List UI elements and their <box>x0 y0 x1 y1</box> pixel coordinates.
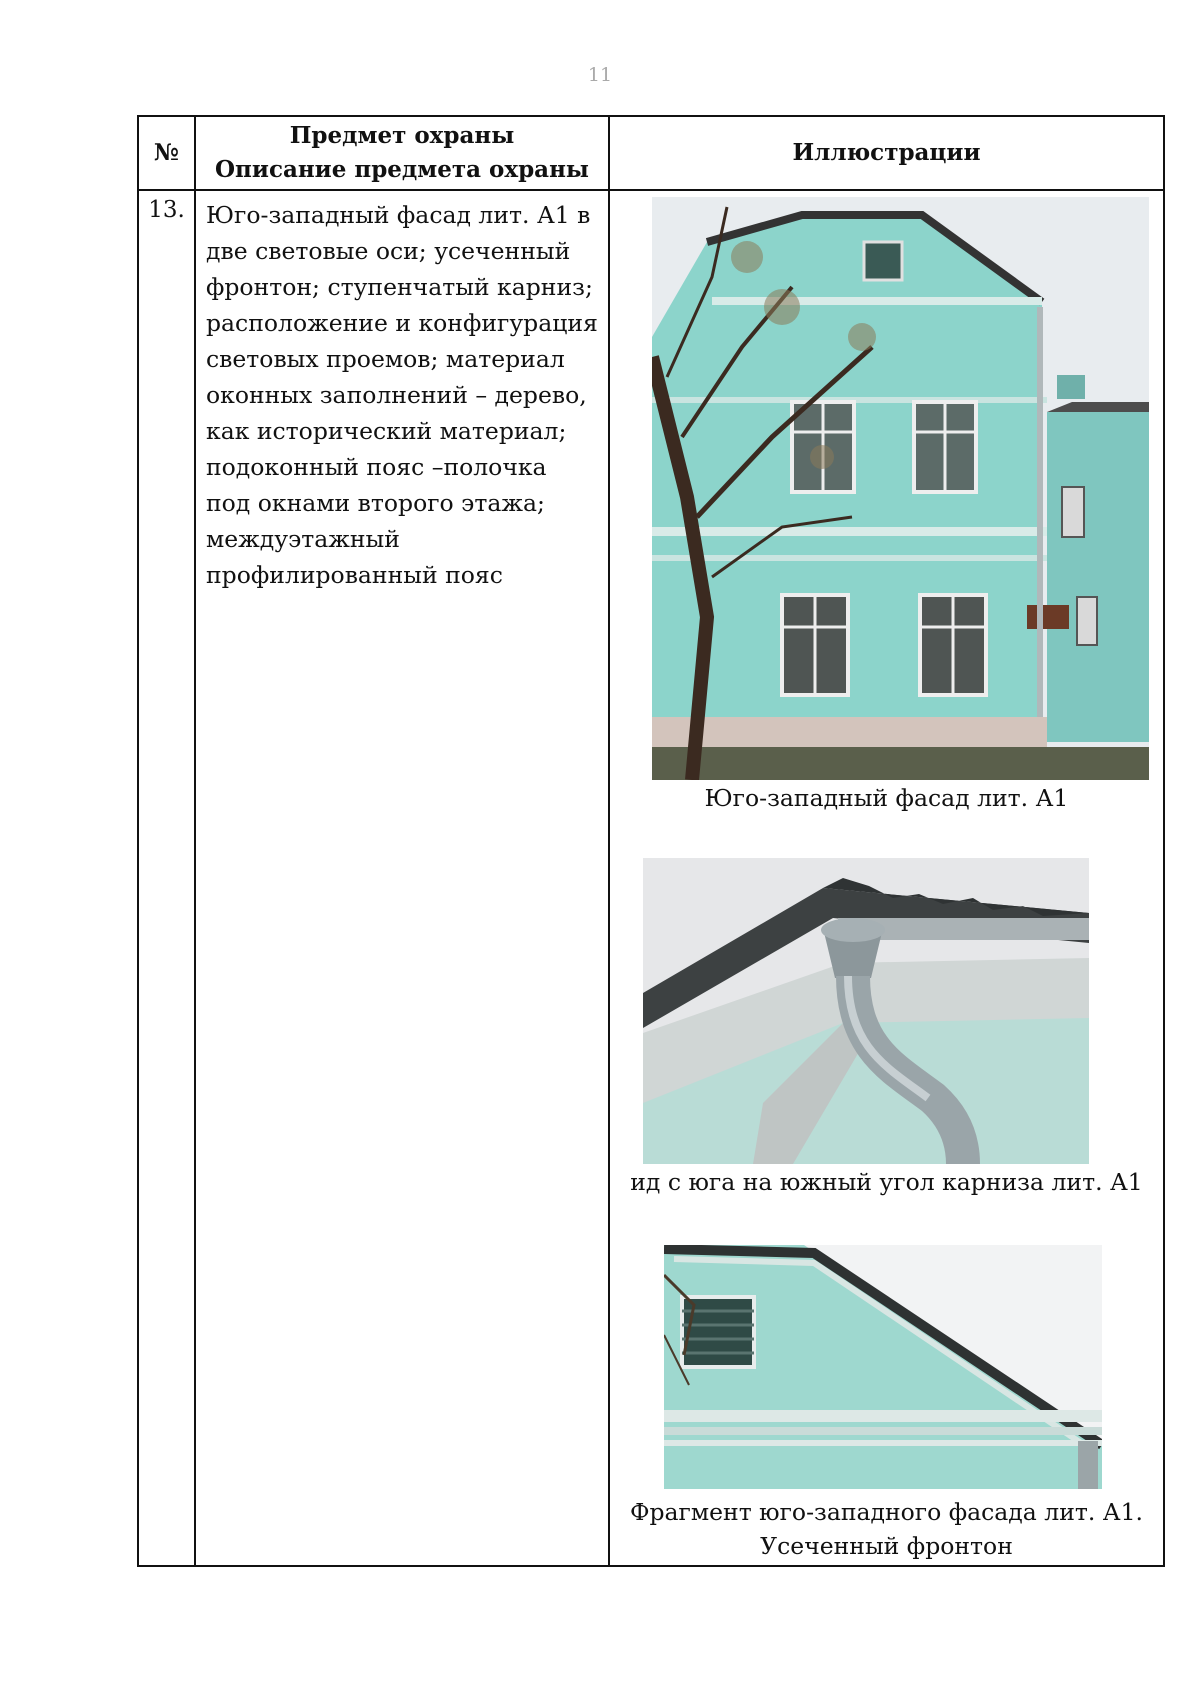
facade-photo <box>652 197 1149 780</box>
header-number: № <box>138 116 195 190</box>
cornice-corner-photo <box>643 858 1089 1164</box>
pediment-caption-line-1: Фрагмент юго-западного фасада лит. А1. <box>629 1498 1144 1526</box>
cornice-corner-photo-image <box>643 858 1089 1164</box>
pediment-fragment-photo-caption <box>610 1495 1163 1563</box>
row-description: Юго-западный фасад лит. А1 в две световые оси; усеченный фронтон; ступенчатый карниз; расположение и конфигурация световых проемов; материал оконных заполнений – дерево, как исторический материал; подоконный пояс –полочка под окнами второго этажа; междуэтажный профилированный пояс <box>195 190 609 1566</box>
row-illustrations <box>609 190 1164 1566</box>
facade-photo-image <box>652 197 1149 780</box>
header-subject <box>195 116 609 190</box>
row-number: 13. <box>138 190 195 1566</box>
facade-photo-caption: Юго-западный фасад лит. А1 <box>704 784 1069 812</box>
pediment-fragment-photo-image <box>664 1245 1102 1489</box>
page-number: 11 <box>587 64 613 86</box>
table-header-row <box>138 116 1164 190</box>
pediment-caption-line-2: Усеченный фронтон <box>760 1532 1013 1560</box>
header-subject-title: Предмет охраны <box>289 122 515 149</box>
header-illustrations: Иллюстрации <box>609 116 1164 190</box>
pediment-fragment-photo <box>664 1245 1102 1489</box>
header-subject-description: Описание предмета охраны <box>215 156 589 183</box>
cornice-corner-photo-caption: ид с юга на южный угол карниза лит. А1 <box>630 1168 1143 1196</box>
table-row <box>138 190 1164 1566</box>
protection-subject-table <box>137 115 1165 1567</box>
